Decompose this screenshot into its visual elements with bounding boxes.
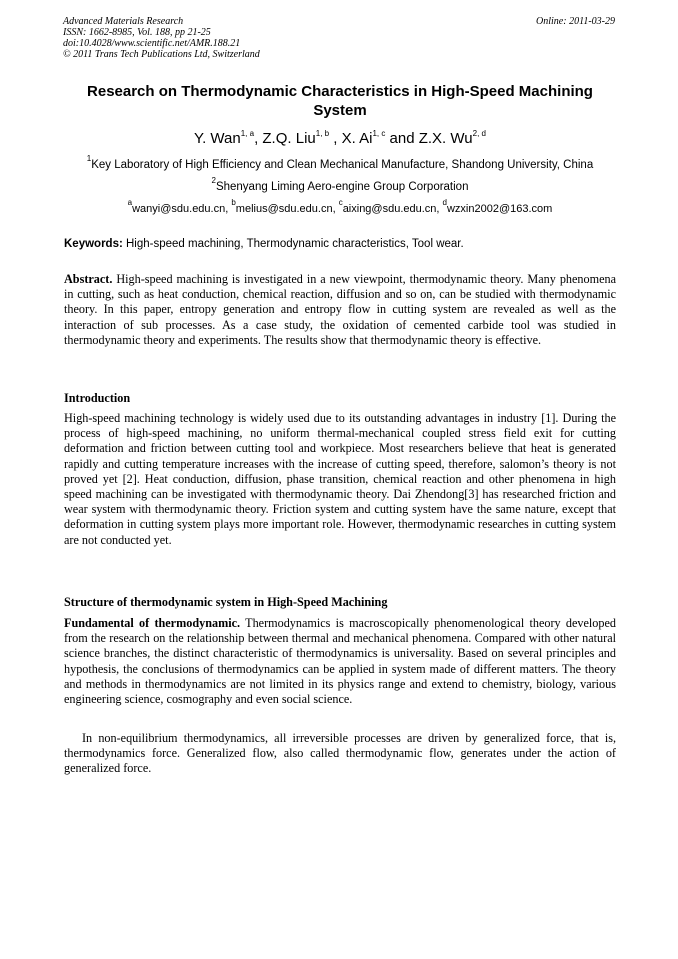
section-heading-structure: Structure of thermodynamic system in High-Speed Machining [64, 595, 388, 609]
affiliation-2 [60, 176, 620, 194]
abstract [64, 272, 616, 348]
email-link[interactable]: wanyi@sdu.edu.cn, [132, 203, 232, 215]
affiliation-1 [60, 154, 620, 172]
online-date: Online: 2011-03-29 [536, 16, 615, 27]
author-affil-mark: 1, c [372, 129, 386, 138]
abstract-text: High-speed machining is investigated in a new viewpoint, thermodynamic theory. Many phenomena in cutting, such as heat conduction, chemical reaction, diffusion and so on, can be studied with thermodynamic theory. In this paper, entropy generation and entropy flow in cutting system are revealed as well as the interaction of sub processes. As a case study, the oxidation of cemented carbide tool was studied in thermodynamic theory and experiments. The results show that thermodynamic theory is effective. [64, 272, 616, 347]
paper-title: Research on Thermodynamic Characteristics in High-Speed Machining System [87, 83, 593, 119]
author-affil-mark: 1, a [240, 129, 255, 138]
email-list [60, 198, 620, 216]
section-heading-introduction: Introduction [64, 391, 131, 405]
affiliation-mark: 1 [86, 154, 92, 163]
author-affil-mark: 1, b [315, 129, 330, 138]
email-link[interactable]: aixing@sdu.edu.cn, [342, 203, 443, 215]
non-equilibrium-paragraph: In non-equilibrium thermodynamics, all irreversible processes are driven by generalized force, that is, thermodynamics force. Generalized flow, also called thermodynamic flow, generates under the action of generalized force. [64, 731, 616, 776]
email-mark: c [338, 198, 343, 207]
author-list [64, 130, 616, 148]
email-link[interactable]: melius@sdu.edu.cn, [235, 203, 339, 215]
journal-name: Advanced Materials Research [63, 16, 184, 27]
author-affil-mark: 2, d [472, 129, 486, 138]
affiliation-text: Key Laboratory of High Efficiency and Clean Mechanical Manufacture, Shandong University, China [91, 159, 594, 171]
email-mark: b [231, 198, 236, 207]
abstract-label: Abstract. [64, 272, 113, 286]
fundamental-text: Thermodynamics is macroscopically phenomenological theory developed from the research on the relationship between thermal and mechanical phenomena. Compared with other natural science branches, the distinct characteristic of thermodynamics is universality. Based on several principles and hypothesis, the conclusions of thermodynamics can be applied in system made of different matters. The theory and methods in thermodynamics are not limited in its physics range and extend to chemistry, biology, various engineering science, cosmography and even social science. [64, 616, 616, 707]
affiliation-text: Shenyang Liming Aero-engine Group Corporation [215, 181, 469, 193]
journal-header [63, 16, 260, 60]
issn-line: ISSN: 1662-8985, Vol. 188, pp 21-25 [63, 27, 211, 38]
email-mark: d [442, 198, 447, 207]
keywords-label: Keywords: [64, 238, 123, 250]
email-mark: a [127, 198, 133, 207]
fundamental-label: Fundamental of thermodynamic. [64, 616, 241, 630]
introduction-paragraph: High-speed machining technology is widely used due to its outstanding advantages in industry [1]. During the process of high-speed machining, no uniform thermal-mechanical coupled stress field exit for cutting deformation and friction between cutting tool and workpiece. Most researchers believe that heat is generated rapidly and cutting temperature increases with the increase of cutting speed, therefore, salomon’s theory is not proved yet [2]. Heat conduction, diffusion, phase transition, chemical reaction and other phenomena in high speed machining can be investigated with thermodynamic theory. Dai Zhendong[3] has researched friction and wear system with thermodynamic theory. Friction system and cutting system have the same nature, except that deformation in cutting system plays more important role. However, thermodynamic researches in cutting system are not conducted yet. [64, 411, 616, 547]
author-name: Y. Wan [194, 130, 241, 147]
email-link[interactable]: wzxin2002@163.com [446, 203, 553, 215]
copyright-line: © 2011 Trans Tech Publications Ltd, Switzerland [63, 49, 260, 60]
author-name: and Z.X. Wu [385, 130, 473, 147]
fundamental-paragraph [64, 616, 616, 707]
keywords-text: High-speed machining, Thermodynamic characteristics, Tool wear. [122, 238, 464, 250]
author-name: , X. Ai [329, 130, 373, 147]
author-name: , Z.Q. Liu [254, 130, 316, 147]
affiliation-mark: 2 [211, 176, 216, 185]
doi-line: doi:10.4028/www.scientific.net/AMR.188.21 [63, 38, 241, 49]
keywords [64, 237, 616, 251]
